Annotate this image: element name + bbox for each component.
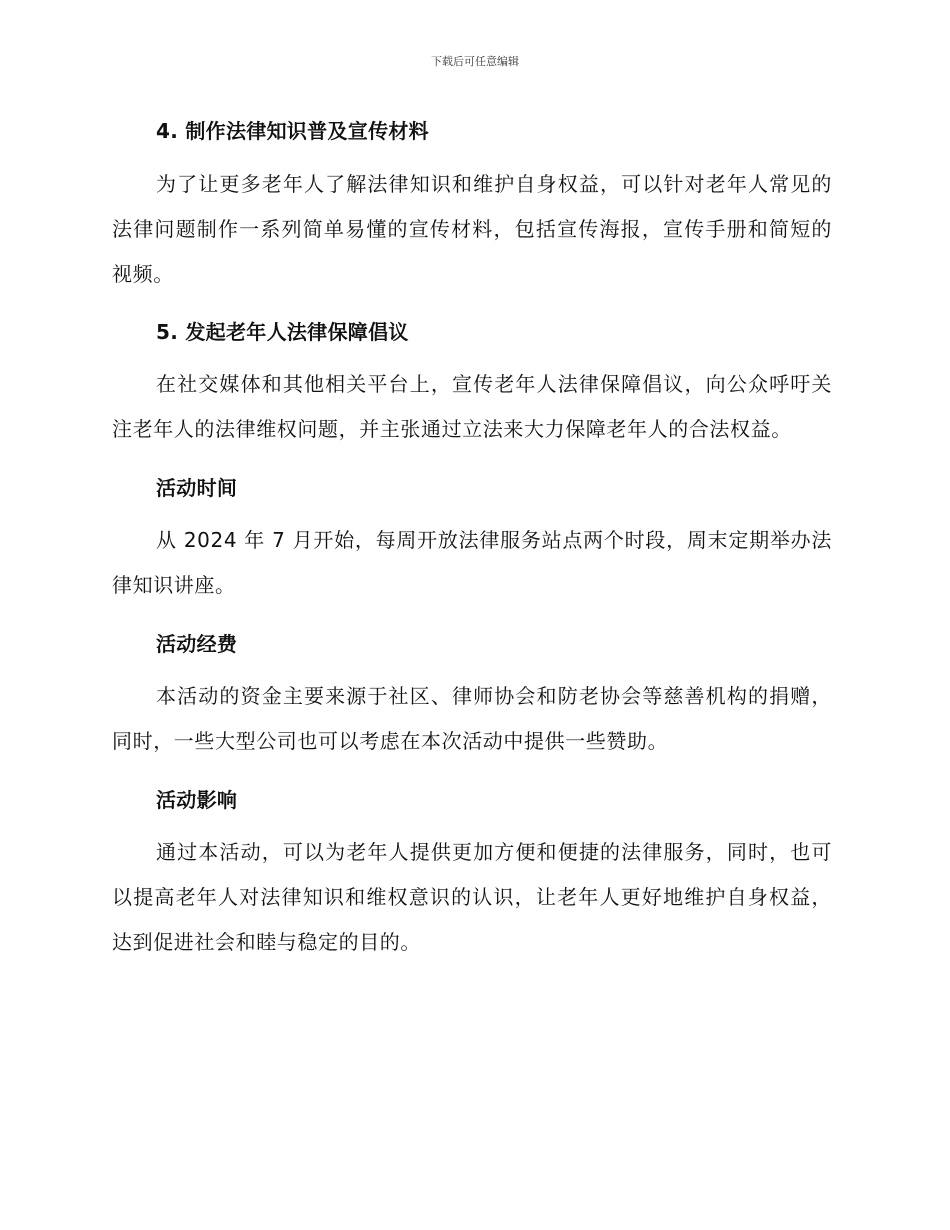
section-heading-activity-funding: 活动经费 xyxy=(156,632,238,656)
section-paragraph-activity-impact: 通过本活动，可以为老年人提供更加方便和便捷的法律服务，同时，也可以提高老年人对法律知识和维权意识的认识，让老年人更好地维护自身权益，达到促进社会和睦与稳定的目的。 xyxy=(112,840,832,954)
section-heading-activity-impact: 活动影响 xyxy=(156,788,238,812)
section-paragraph-legal-initiative: 在社交媒体和其他相关平台上，宣传老年人法律保障倡议，向公众呼吁关注老年人的法律维权问题，并主张通过立法来大力保障老年人的合法权益。 xyxy=(112,372,832,441)
page-header-note: 下载后可任意编辑 xyxy=(431,55,519,68)
section-heading-activity-time: 活动时间 xyxy=(156,476,238,500)
section-paragraph-promo-materials: 为了让更多老年人了解法律知识和维护自身权益，可以针对老年人常见的法律问题制作一系列简单易懂的宣传材料，包括宣传海报，宣传手册和简短的视频。 xyxy=(112,172,832,286)
section-heading-promo-materials: 4. 制作法律知识普及宣传材料 xyxy=(156,119,429,143)
section-paragraph-activity-time: 从 2024 年 7 月开始，每周开放法律服务站点两个时段，周末定期举办法律知识讲座。 xyxy=(112,528,832,597)
document-body xyxy=(112,112,832,965)
section-paragraph-activity-funding: 本活动的资金主要来源于社区、律师协会和防老协会等慈善机构的捐赠，同时，一些大型公司也可以考虑在本次活动中提供一些赞助。 xyxy=(112,684,832,753)
section-heading-legal-initiative: 5. 发起老年人法律保障倡议 xyxy=(156,320,409,344)
